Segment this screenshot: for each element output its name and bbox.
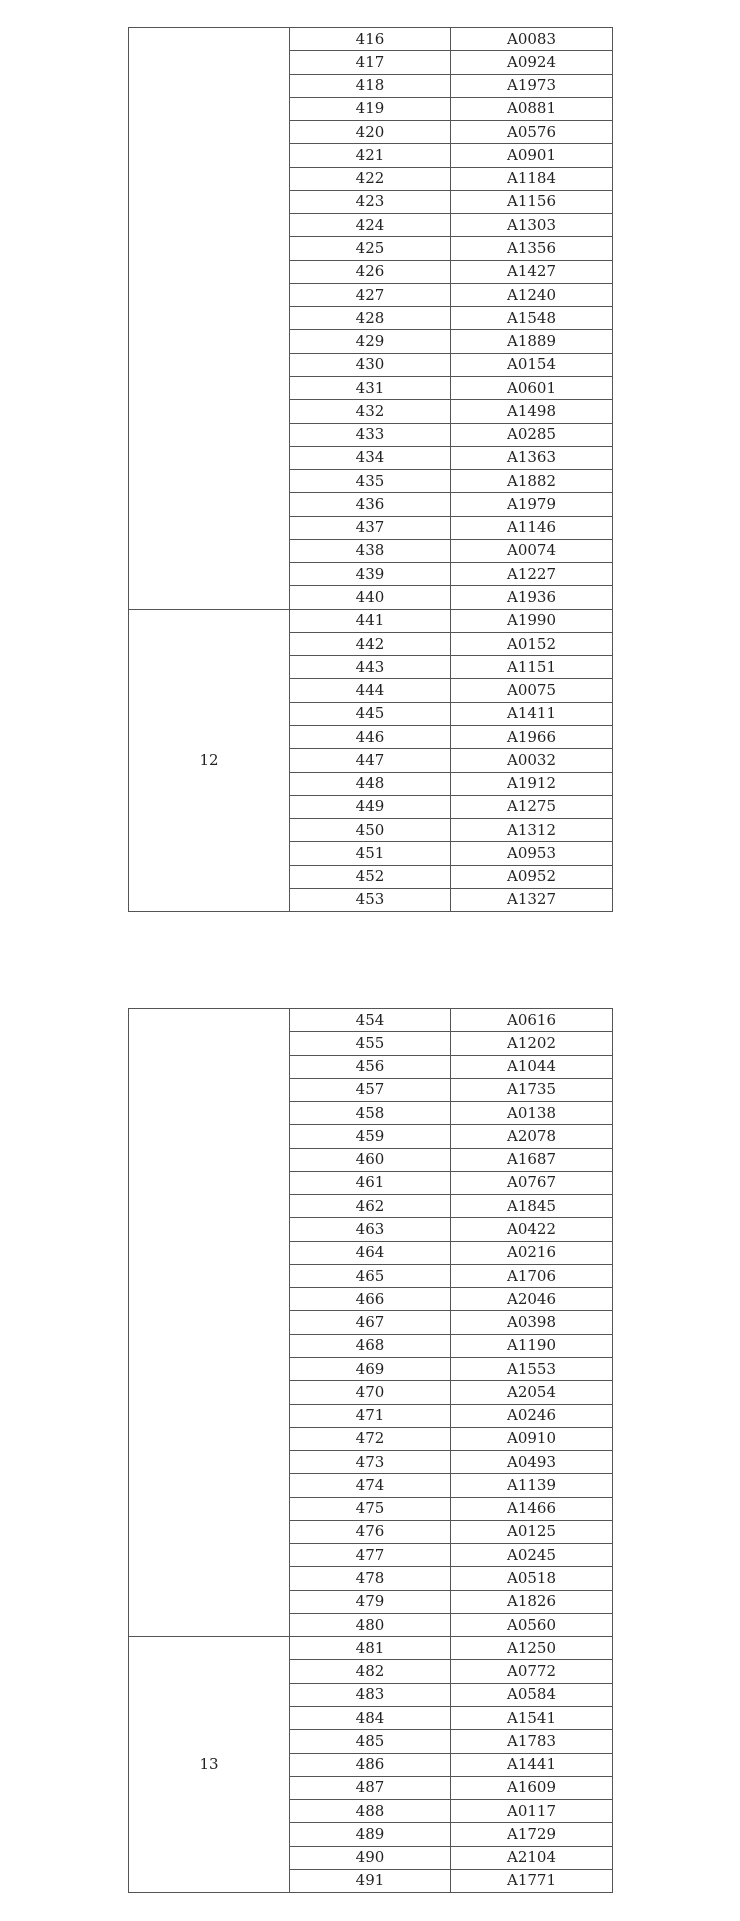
seat-number-cell: 457 bbox=[290, 1078, 451, 1101]
candidate-id-cell: A1973 bbox=[451, 74, 613, 97]
candidate-id-cell: A1706 bbox=[451, 1264, 613, 1287]
seat-number-cell: 481 bbox=[290, 1637, 451, 1660]
seat-number-cell: 451 bbox=[290, 842, 451, 865]
seat-number-cell: 417 bbox=[290, 51, 451, 74]
seat-number-cell: 474 bbox=[290, 1474, 451, 1497]
table-row bbox=[129, 1009, 613, 1032]
candidate-id-cell: A1240 bbox=[451, 283, 613, 306]
seat-number-cell: 455 bbox=[290, 1032, 451, 1055]
candidate-id-cell: A1498 bbox=[451, 400, 613, 423]
candidate-id-cell: A1783 bbox=[451, 1730, 613, 1753]
candidate-id-cell: A2078 bbox=[451, 1125, 613, 1148]
table-row bbox=[129, 1637, 613, 1660]
seat-number-cell: 473 bbox=[290, 1451, 451, 1474]
group-number-cell: 13 bbox=[129, 1637, 290, 1893]
candidate-id-cell: A2104 bbox=[451, 1846, 613, 1869]
seat-number-cell: 454 bbox=[290, 1009, 451, 1032]
candidate-id-cell: A1466 bbox=[451, 1497, 613, 1520]
seat-number-cell: 434 bbox=[290, 446, 451, 469]
candidate-id-cell: A0154 bbox=[451, 353, 613, 376]
seat-number-cell: 464 bbox=[290, 1241, 451, 1264]
candidate-id-cell: A1202 bbox=[451, 1032, 613, 1055]
seat-number-cell: 483 bbox=[290, 1683, 451, 1706]
candidate-id-cell: A0576 bbox=[451, 121, 613, 144]
seat-number-cell: 467 bbox=[290, 1311, 451, 1334]
candidate-id-cell: A2054 bbox=[451, 1381, 613, 1404]
candidate-id-cell: A1912 bbox=[451, 772, 613, 795]
seat-number-cell: 419 bbox=[290, 97, 451, 120]
seat-number-cell: 466 bbox=[290, 1288, 451, 1311]
candidate-id-cell: A0767 bbox=[451, 1171, 613, 1194]
group-number-cell bbox=[129, 28, 290, 610]
candidate-id-cell: A1609 bbox=[451, 1776, 613, 1799]
seat-table-2 bbox=[128, 1008, 613, 1893]
seat-number-cell: 421 bbox=[290, 144, 451, 167]
candidate-id-cell: A0518 bbox=[451, 1567, 613, 1590]
candidate-id-cell: A0772 bbox=[451, 1660, 613, 1683]
group-number-cell: 12 bbox=[129, 609, 290, 911]
candidate-id-cell: A0075 bbox=[451, 679, 613, 702]
candidate-id-cell: A0952 bbox=[451, 865, 613, 888]
seat-number-cell: 461 bbox=[290, 1171, 451, 1194]
seat-number-cell: 477 bbox=[290, 1544, 451, 1567]
candidate-id-cell: A1356 bbox=[451, 237, 613, 260]
candidate-id-cell: A1553 bbox=[451, 1357, 613, 1380]
seat-number-cell: 476 bbox=[290, 1520, 451, 1543]
seat-number-cell: 442 bbox=[290, 632, 451, 655]
candidate-id-cell: A0138 bbox=[451, 1102, 613, 1125]
candidate-id-cell: A1826 bbox=[451, 1590, 613, 1613]
seat-number-cell: 485 bbox=[290, 1730, 451, 1753]
candidate-id-cell: A0422 bbox=[451, 1218, 613, 1241]
candidate-id-cell: A0560 bbox=[451, 1613, 613, 1636]
seat-number-cell: 448 bbox=[290, 772, 451, 795]
candidate-id-cell: A0493 bbox=[451, 1451, 613, 1474]
candidate-id-cell: A1044 bbox=[451, 1055, 613, 1078]
seat-number-cell: 482 bbox=[290, 1660, 451, 1683]
candidate-id-cell: A1363 bbox=[451, 446, 613, 469]
seat-number-cell: 416 bbox=[290, 28, 451, 51]
candidate-id-cell: A1735 bbox=[451, 1078, 613, 1101]
candidate-id-cell: A1541 bbox=[451, 1706, 613, 1729]
seat-number-cell: 460 bbox=[290, 1148, 451, 1171]
candidate-id-cell: A0246 bbox=[451, 1404, 613, 1427]
candidate-id-cell: A0601 bbox=[451, 376, 613, 399]
candidate-id-cell: A1151 bbox=[451, 656, 613, 679]
candidate-id-cell: A0083 bbox=[451, 28, 613, 51]
candidate-id-cell: A2046 bbox=[451, 1288, 613, 1311]
seat-number-cell: 478 bbox=[290, 1567, 451, 1590]
candidate-id-cell: A1227 bbox=[451, 563, 613, 586]
seat-number-cell: 449 bbox=[290, 795, 451, 818]
seat-number-cell: 441 bbox=[290, 609, 451, 632]
candidate-id-cell: A1441 bbox=[451, 1753, 613, 1776]
candidate-id-cell: A1411 bbox=[451, 702, 613, 725]
candidate-id-cell: A1303 bbox=[451, 214, 613, 237]
seat-number-cell: 465 bbox=[290, 1264, 451, 1287]
candidate-id-cell: A1889 bbox=[451, 330, 613, 353]
seat-number-cell: 429 bbox=[290, 330, 451, 353]
candidate-id-cell: A0616 bbox=[451, 1009, 613, 1032]
group-number-cell bbox=[129, 1009, 290, 1637]
seat-number-cell: 447 bbox=[290, 749, 451, 772]
seat-number-cell: 479 bbox=[290, 1590, 451, 1613]
seat-number-cell: 453 bbox=[290, 888, 451, 911]
candidate-id-cell: A0117 bbox=[451, 1800, 613, 1823]
seat-number-cell: 488 bbox=[290, 1800, 451, 1823]
candidate-id-cell: A1979 bbox=[451, 493, 613, 516]
seat-number-cell: 456 bbox=[290, 1055, 451, 1078]
candidate-id-cell: A1275 bbox=[451, 795, 613, 818]
seat-number-cell: 487 bbox=[290, 1776, 451, 1799]
seat-number-cell: 437 bbox=[290, 516, 451, 539]
candidate-id-cell: A1250 bbox=[451, 1637, 613, 1660]
seat-number-cell: 450 bbox=[290, 819, 451, 842]
candidate-id-cell: A1327 bbox=[451, 888, 613, 911]
seat-number-cell: 480 bbox=[290, 1613, 451, 1636]
candidate-id-cell: A1139 bbox=[451, 1474, 613, 1497]
seat-number-cell: 445 bbox=[290, 702, 451, 725]
seat-number-cell: 435 bbox=[290, 470, 451, 493]
table-row bbox=[129, 28, 613, 51]
seat-number-cell: 420 bbox=[290, 121, 451, 144]
seat-number-cell: 446 bbox=[290, 725, 451, 748]
candidate-id-cell: A1936 bbox=[451, 586, 613, 609]
seat-number-cell: 427 bbox=[290, 283, 451, 306]
seat-number-cell: 459 bbox=[290, 1125, 451, 1148]
table-row bbox=[129, 609, 613, 632]
table-body bbox=[129, 28, 613, 912]
seat-number-cell: 431 bbox=[290, 376, 451, 399]
candidate-id-cell: A1184 bbox=[451, 167, 613, 190]
candidate-id-cell: A1548 bbox=[451, 307, 613, 330]
seat-number-cell: 486 bbox=[290, 1753, 451, 1776]
candidate-id-cell: A0924 bbox=[451, 51, 613, 74]
seat-number-cell: 432 bbox=[290, 400, 451, 423]
seat-number-cell: 438 bbox=[290, 539, 451, 562]
candidate-id-cell: A1729 bbox=[451, 1823, 613, 1846]
seat-number-cell: 422 bbox=[290, 167, 451, 190]
candidate-id-cell: A1312 bbox=[451, 819, 613, 842]
seat-number-cell: 439 bbox=[290, 563, 451, 586]
candidate-id-cell: A0216 bbox=[451, 1241, 613, 1264]
seat-number-cell: 458 bbox=[290, 1102, 451, 1125]
candidate-id-cell: A0285 bbox=[451, 423, 613, 446]
seat-number-cell: 436 bbox=[290, 493, 451, 516]
seat-number-cell: 425 bbox=[290, 237, 451, 260]
seat-number-cell: 470 bbox=[290, 1381, 451, 1404]
seat-number-cell: 472 bbox=[290, 1427, 451, 1450]
candidate-id-cell: A0125 bbox=[451, 1520, 613, 1543]
candidate-id-cell: A0398 bbox=[451, 1311, 613, 1334]
candidate-id-cell: A1771 bbox=[451, 1869, 613, 1892]
seat-number-cell: 426 bbox=[290, 260, 451, 283]
seat-number-cell: 463 bbox=[290, 1218, 451, 1241]
candidate-id-cell: A1156 bbox=[451, 190, 613, 213]
candidate-id-cell: A1845 bbox=[451, 1195, 613, 1218]
candidate-id-cell: A0584 bbox=[451, 1683, 613, 1706]
seat-number-cell: 484 bbox=[290, 1706, 451, 1729]
seat-table-1 bbox=[128, 27, 613, 912]
seat-number-cell: 489 bbox=[290, 1823, 451, 1846]
seat-number-cell: 491 bbox=[290, 1869, 451, 1892]
candidate-id-cell: A1687 bbox=[451, 1148, 613, 1171]
seat-number-cell: 471 bbox=[290, 1404, 451, 1427]
candidate-id-cell: A0074 bbox=[451, 539, 613, 562]
candidate-id-cell: A0910 bbox=[451, 1427, 613, 1450]
candidate-id-cell: A0953 bbox=[451, 842, 613, 865]
candidate-id-cell: A1990 bbox=[451, 609, 613, 632]
seat-number-cell: 433 bbox=[290, 423, 451, 446]
candidate-id-cell: A0032 bbox=[451, 749, 613, 772]
seat-number-cell: 418 bbox=[290, 74, 451, 97]
candidate-id-cell: A0901 bbox=[451, 144, 613, 167]
candidate-id-cell: A0245 bbox=[451, 1544, 613, 1567]
seat-number-cell: 423 bbox=[290, 190, 451, 213]
seat-number-cell: 490 bbox=[290, 1846, 451, 1869]
candidate-id-cell: A1190 bbox=[451, 1334, 613, 1357]
candidate-id-cell: A0881 bbox=[451, 97, 613, 120]
candidate-id-cell: A1427 bbox=[451, 260, 613, 283]
candidate-id-cell: A0152 bbox=[451, 632, 613, 655]
seat-number-cell: 475 bbox=[290, 1497, 451, 1520]
seat-number-cell: 444 bbox=[290, 679, 451, 702]
seat-number-cell: 468 bbox=[290, 1334, 451, 1357]
seat-number-cell: 462 bbox=[290, 1195, 451, 1218]
seat-number-cell: 428 bbox=[290, 307, 451, 330]
candidate-id-cell: A1882 bbox=[451, 470, 613, 493]
seat-number-cell: 430 bbox=[290, 353, 451, 376]
seat-number-cell: 443 bbox=[290, 656, 451, 679]
seat-number-cell: 440 bbox=[290, 586, 451, 609]
seat-number-cell: 452 bbox=[290, 865, 451, 888]
candidate-id-cell: A1966 bbox=[451, 725, 613, 748]
seat-number-cell: 469 bbox=[290, 1357, 451, 1380]
seat-number-cell: 424 bbox=[290, 214, 451, 237]
table-body bbox=[129, 1009, 613, 1893]
candidate-id-cell: A1146 bbox=[451, 516, 613, 539]
